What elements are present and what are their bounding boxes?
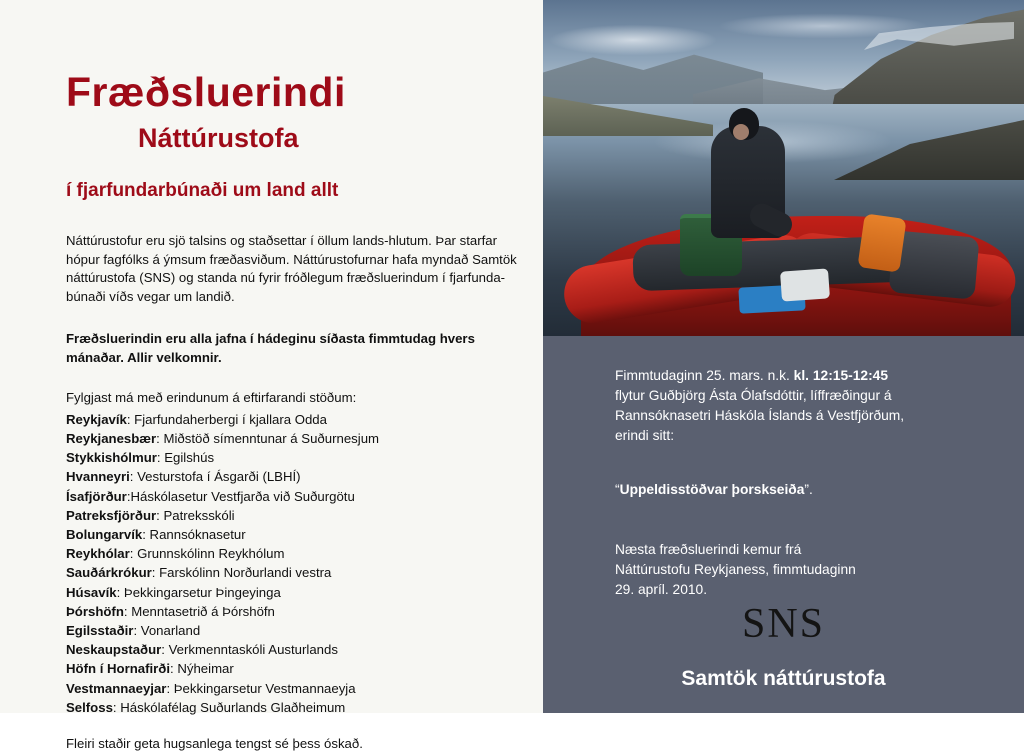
venue-location: : Vesturstofa í Ásgarði (LBHÍ) bbox=[129, 469, 301, 485]
organization-name: Samtök náttúrustofa bbox=[681, 667, 886, 690]
next-event-line-1: Næsta fræðsluerindi kemur frá bbox=[615, 542, 802, 557]
page-tagline: í fjarfundarbúnaði um land allt bbox=[66, 180, 339, 201]
talk-title-line bbox=[615, 446, 982, 500]
left-content bbox=[66, 0, 526, 754]
researcher-face bbox=[733, 124, 749, 140]
sns-logo: SNS bbox=[741, 601, 826, 647]
list-item bbox=[66, 602, 526, 621]
quote-close: ”. bbox=[804, 482, 813, 497]
venue-location: : Verkmenntaskóli Austurlands bbox=[161, 642, 338, 658]
list-item bbox=[66, 563, 526, 582]
white-container bbox=[780, 268, 830, 301]
venue-name: Hvanneyri bbox=[66, 469, 130, 485]
event-details bbox=[615, 366, 982, 446]
list-item bbox=[66, 487, 526, 506]
venue-name: Egilsstaðir bbox=[66, 623, 134, 639]
list-item bbox=[66, 448, 526, 467]
list-intro: Fylgjast má með erindunum á eftirfarandi stöðum: bbox=[66, 390, 357, 406]
talk-title: Uppeldisstöðvar þorskseiða bbox=[619, 482, 805, 497]
venue-location: : Egilshús bbox=[156, 450, 215, 466]
venue-name: Stykkishólmur bbox=[66, 450, 157, 466]
list-item bbox=[66, 659, 526, 678]
venue-location: : Grunnskólinn Reykhólum bbox=[129, 546, 285, 562]
list-item bbox=[66, 429, 526, 448]
venue-name: Selfoss bbox=[66, 699, 113, 715]
venue-location: :Háskólasetur Vestfjarða við Suðurgötu bbox=[126, 488, 355, 504]
venue-location: : Patreksskóli bbox=[156, 507, 235, 523]
venue-location: : Menntasetrið á Þórshöfn bbox=[123, 603, 275, 619]
list-item bbox=[66, 621, 526, 640]
list-item bbox=[66, 506, 526, 525]
quote-open: “ bbox=[615, 482, 620, 497]
venue-name: Reykhólar bbox=[66, 546, 130, 562]
venue-name: Reykjanesbær bbox=[66, 431, 157, 447]
event-speaker: flytur Guðbjörg Ásta Ólafsdóttir, líffræðingur á bbox=[615, 388, 892, 403]
venue-location: : Fjarfundaherbergi í kjallara Odda bbox=[126, 411, 327, 427]
next-event-line-2: Náttúrustofu Reykjaness, fimmtudaginn bbox=[615, 562, 856, 577]
event-affiliation: Rannsóknasetri Háskóla Íslands á Vestfjörðum, bbox=[615, 408, 905, 423]
highlight-paragraph: Fræðsluerindin eru alla jafna í hádeginu síðasta fimmtudag hvers mánaðar. Allir velkomnir. bbox=[66, 330, 475, 365]
fjord-photo bbox=[543, 0, 1024, 336]
page-subtitle: Náttúrustofa bbox=[138, 123, 299, 153]
venue-name: Bolungarvík bbox=[66, 527, 143, 543]
venue-location: : Miðstöð símenntunar á Suðurnesjum bbox=[156, 431, 380, 447]
venue-name: Húsavík bbox=[66, 584, 117, 600]
right-column bbox=[543, 0, 1024, 713]
venue-name: Ísafjörður bbox=[66, 488, 127, 504]
venue-name: Höfn í Hornafirði bbox=[66, 661, 171, 677]
venue-location: : Þekkingarsetur Vestmannaeyja bbox=[166, 680, 356, 696]
list-item bbox=[66, 583, 526, 602]
intro-paragraph: Náttúrustofur eru sjö talsins og staðsettar í öllum lands-hlutum. Þar starfar hópur fagfólks á ýmsum fræðasviðum. Náttúrustofurnar hafa myndað Samtök náttúrustofa (SNS) og standa nú fyrir fróðlegum fræðsluerindum í fjarfunda-búnaði víðs vegar um landið. bbox=[66, 232, 517, 305]
list-item bbox=[66, 467, 526, 486]
event-info-panel bbox=[543, 336, 1024, 713]
venue-name: Sauðárkrókur bbox=[66, 565, 152, 581]
list-item bbox=[66, 640, 526, 659]
next-event-line-3: 29. apríl. 2010. bbox=[615, 582, 708, 597]
event-lead-in: erindi sitt: bbox=[615, 428, 675, 443]
venue-name: Patreksfjörður bbox=[66, 507, 157, 523]
venue-list bbox=[66, 408, 526, 717]
list-item bbox=[66, 544, 526, 563]
orange-drybag bbox=[857, 213, 906, 272]
venue-location: : Farskólinn Norðurlandi vestra bbox=[151, 565, 332, 581]
venue-name: Vestmannaeyjar bbox=[66, 680, 167, 696]
venue-name: Neskaupstaður bbox=[66, 642, 162, 658]
organization-block bbox=[543, 603, 1024, 703]
list-item bbox=[66, 525, 526, 544]
venue-name: Þórshöfn bbox=[66, 603, 124, 619]
venue-location: : Rannsóknasetur bbox=[142, 527, 246, 543]
footer-note: Fleiri staðir geta hugsanlega tengst sé þess óskað. bbox=[66, 736, 363, 752]
list-item bbox=[66, 698, 526, 717]
next-event bbox=[615, 500, 982, 600]
page-title: Fræðsluerindi bbox=[66, 69, 346, 115]
event-time: kl. 12:15-12:45 bbox=[793, 368, 889, 383]
venue-location: : Háskólafélag Suðurlands Glaðheimum bbox=[112, 699, 346, 715]
venue-location: : Nýheimar bbox=[170, 661, 234, 677]
venue-location: : Þekkingarsetur Þingeyinga bbox=[116, 584, 281, 600]
list-item bbox=[66, 679, 526, 698]
venue-location: : Vonarland bbox=[133, 623, 201, 639]
venue-name: Reykjavík bbox=[66, 411, 127, 427]
list-item bbox=[66, 410, 526, 429]
event-date: Fimmtudaginn 25. mars. n.k. bbox=[615, 368, 790, 383]
